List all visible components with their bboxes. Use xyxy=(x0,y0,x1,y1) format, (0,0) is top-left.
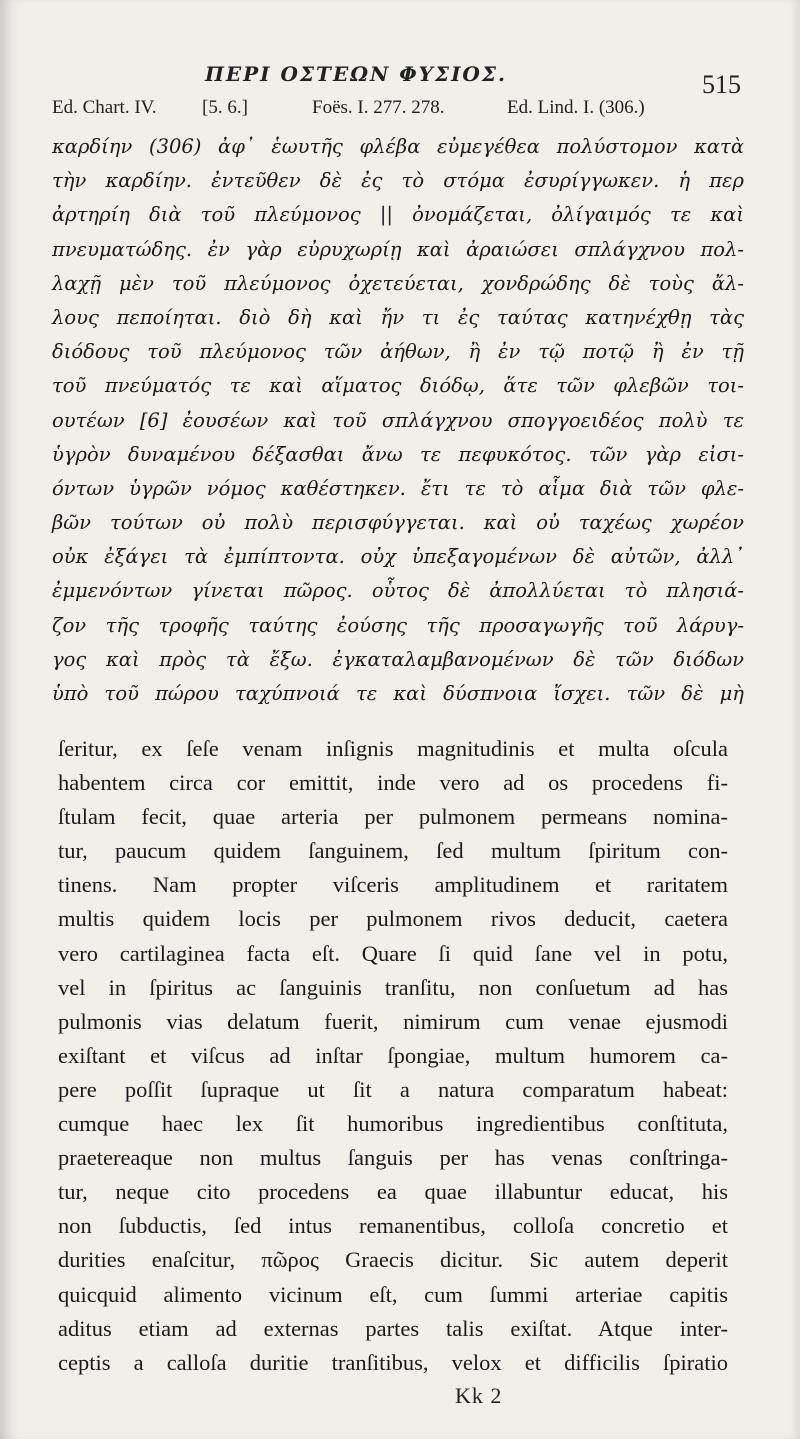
latin-text-line: durities enaſcitur, πῶρος Graecis dicitur. Sic autem deperit xyxy=(58,1247,728,1273)
latin-text-line: cumque haec lex ſit humoribus ingredientibus conſtituta, xyxy=(58,1111,728,1137)
greek-text-line: ουτέων [6] ἐουσέων καὶ τοῦ σπλάγχνου σπογγοειδέος πολὺ τε xyxy=(52,408,744,432)
latin-text-line: ſeritur, ex ſeſe venam inſignis magnitudinis et multa oſcula xyxy=(58,736,728,761)
edition-references xyxy=(52,97,742,131)
latin-text-line: pulmonis vias delatum fuerit, nimirum cum venae ejusmodi xyxy=(58,1008,728,1034)
running-title: ΠΕΡΙ ΟΣΤΕΩΝ ΦΥΣΙΟΣ. xyxy=(205,62,507,86)
greek-text-block xyxy=(52,130,744,711)
latin-text-line: habentem circa cor emittit, inde vero ad os procedens fi- xyxy=(58,770,728,796)
greek-text-line: ζον τῆς τροφῆς ταύτης ἐούσης τῆς προσαγωγῆς τοῦ λάρυγ- xyxy=(52,613,744,637)
greek-text-line: πνευματώδης. ἐν γὰρ εὐρυχωρίῃ καὶ ἀραιώσει σπλάγχνου πολ- xyxy=(52,237,744,261)
latin-text-line: non ſubductis, ſed intus remanentibus, colloſa concretio et xyxy=(58,1213,728,1239)
greek-text-line: βῶν τούτων οὐ πολὺ περισφύγγεται. καὶ οὐ ταχέως χωρέον xyxy=(52,511,744,535)
latin-text-line: quicquid alimento vicinum eſt, cum ſummi arteriae capitis xyxy=(58,1281,728,1307)
latin-text-line: vero cartilaginea facta eſt. Quare ſi quid ſane vel in potu, xyxy=(58,940,728,966)
greek-text-line: λους πεποίηται. διὸ δὴ καὶ ἤν τι ἐς ταύτας κατηνέχθῃ τὰς xyxy=(52,305,744,329)
ref-lind-edition: Ed. Lind. I. (306.) xyxy=(507,97,645,118)
greek-text-line: ὑγρὸν δυναμένου δέξασθαι ἄνω τε πεφυκότος. τῶν γὰρ εἰσι- xyxy=(52,442,744,466)
signature-mark: Kk 2 xyxy=(455,1383,503,1408)
latin-text-line: pere poſſit ſupraque ut ſit a natura comparatum habeat: xyxy=(58,1076,728,1102)
latin-text-line: praetereaque non multus ſanguis per has venas conſtringa- xyxy=(58,1145,728,1171)
greek-text-line: γος καὶ πρὸς τὰ ἔξω. ἐγκαταλαμβανομένων δὲ τῶν διόδων xyxy=(52,647,744,671)
ref-chart-edition: Ed. Chart. IV. xyxy=(52,97,157,118)
greek-text-line: διόδους τοῦ πλεύμονος τῶν ἀήθων, ἢ ἐν τῷ ποτῷ ἢ ἐν τῇ xyxy=(52,340,744,364)
latin-text-line: tur, paucum quidem ſanguinem, ſed multum ſpiritum con- xyxy=(58,838,728,864)
latin-text-line: ſtulam fecit, quae arteria per pulmonem permeans nomina- xyxy=(58,804,728,830)
latin-text-line: aditus etiam ad externas partes talis exiſtat. Atque inter- xyxy=(58,1315,728,1341)
latin-text-line: ceptis a calloſa duritie tranſitibus, velox et difficilis ſpiratio xyxy=(58,1349,728,1375)
greek-text-line: τοῦ πνεύματός τε καὶ αἵματος διόδῳ, ἅτε τῶν φλεβῶν τοι- xyxy=(52,374,744,398)
greek-text-line: ἀρτηρίη διὰ τοῦ πλεύμονος || ὀνομάζεται, ὀλίγαιμός τε καὶ xyxy=(52,203,744,227)
ref-foes-edition: Foës. I. 277. 278. xyxy=(312,97,445,118)
greek-text-line: όντων ὑγρῶν νόμος καθέστηκεν. ἔτι τε τὸ αἷμα διὰ τῶν φλε- xyxy=(52,476,744,500)
greek-text-line: ἐμμενόντων γίνεται πῶρος. οὗτος δὲ ἀπολλύεται τὸ πλησιά- xyxy=(52,579,744,603)
latin-text-line: vel in ſpiritus ac ſanguinis tranſitu, non conſuetum ad has xyxy=(58,974,728,1000)
page-number: 515 xyxy=(702,70,741,99)
greek-text-line: καρδίην (306) ἀφ᾽ ἑωυτῆς φλέβα εὐμεγέθεα πολύστομον κατὰ xyxy=(52,135,744,158)
latin-text-block xyxy=(58,732,728,1380)
ref-bracket-pages: [5. 6.] xyxy=(202,97,248,118)
latin-text-line: tinens. Nam propter viſceris amplitudinem et raritatem xyxy=(58,872,728,898)
latin-text-line: exiſtant et viſcus ad inſtar ſpongiae, multum humorem ca- xyxy=(58,1042,728,1068)
latin-text-line: tur, neque cito procedens ea quae illabuntur educat, his xyxy=(58,1179,728,1205)
greek-text-line: τὴν καρδίην. ἐντεῦθεν δὲ ἐς τὸ στόμα ἐσυρίγγωκεν. ἡ περ xyxy=(52,169,744,193)
greek-text-line: οὐκ ἐξάγει τὰ ἐμπίπτοντα. οὐχ ὑπεξαγομένων δὲ αὐτῶν, ἀλλ᾽ xyxy=(52,545,744,569)
greek-text-line: ὑπὸ τοῦ πώρου ταχύπνοιά τε καὶ δύσπνοια ἴσχει. τῶν δὲ μὴ xyxy=(52,682,744,705)
latin-text-line: multis quidem locis per pulmonem rivos deducit, caetera xyxy=(58,906,728,932)
greek-text-line: λαχῇ μὲν τοῦ πλεύμονος ὀχετεύεται, χονδρώδης δὲ τοὺς ἄλ- xyxy=(52,271,744,295)
